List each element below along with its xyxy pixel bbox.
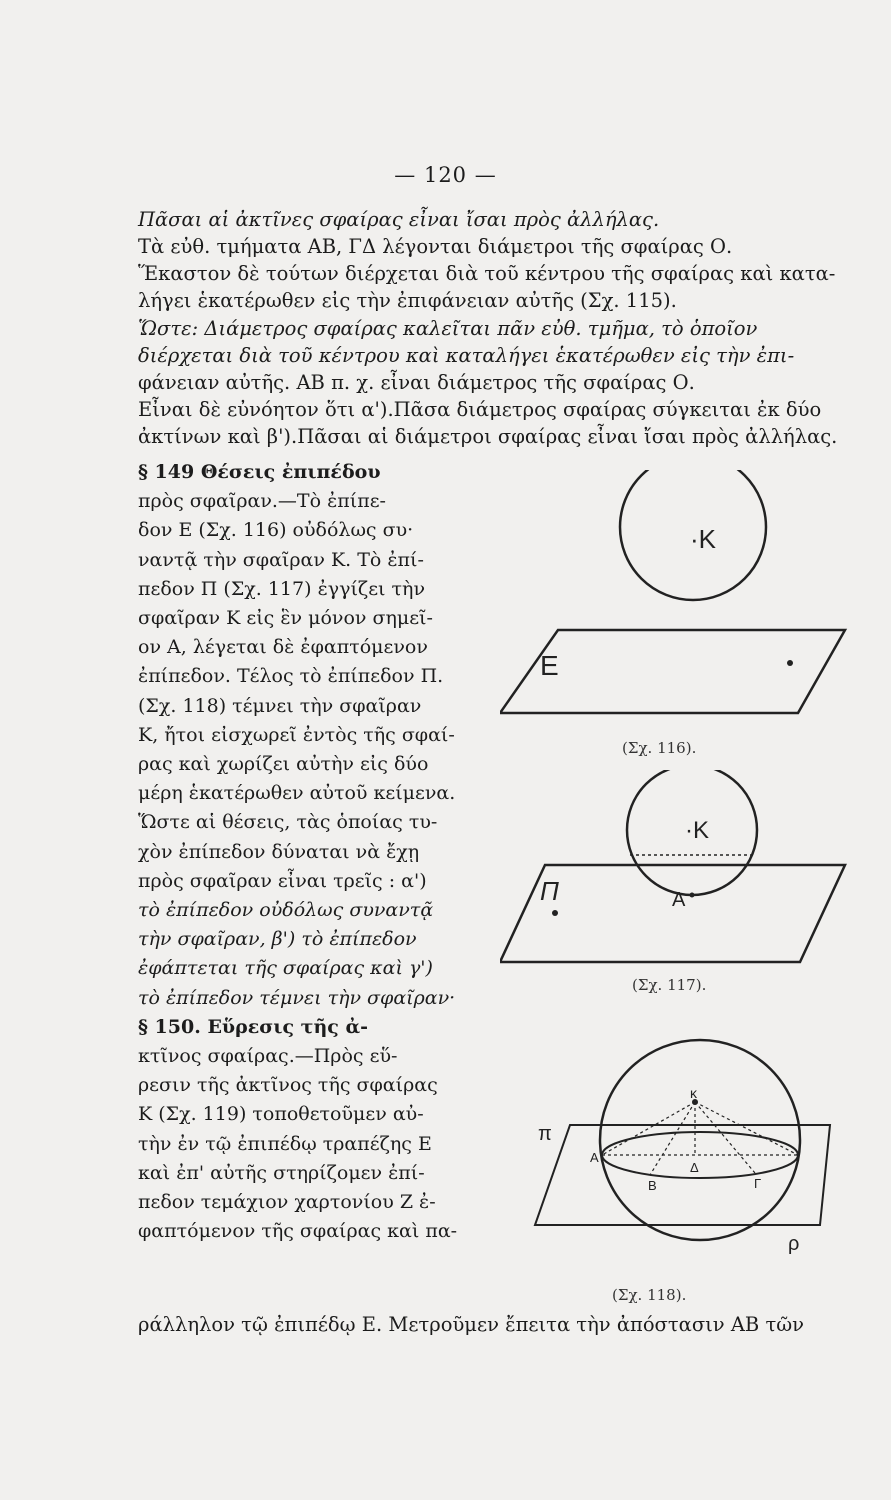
- column-line: καὶ ἐπ' αὐτῆς στηρίζομεν ἐπί-: [138, 1161, 425, 1184]
- intro-line: Ὥστε: Διάμετρος σφαίρας καλεῖται πᾶν εὐθ. τμῆμα, τὸ ὁποῖον: [138, 317, 758, 340]
- column-line: ἐπίπεδον. Τέλος τὸ ἐπίπεδον Π.: [138, 665, 444, 688]
- plane-point: [552, 910, 558, 916]
- column-line: τὸ ἐπίπεδον τέμνει τὴν σφαῖραν·: [138, 986, 456, 1009]
- column-line: πεδον Π (Σχ. 117) ἐγγίζει τὴν: [138, 577, 425, 600]
- intro-line: λήγει ἑκατέρωθεν εἰς τὴν ἐπιφάνειαν αὐτῆς (Σχ. 115).: [138, 289, 677, 312]
- column-line: χὸν ἐπίπεδον δύναται νὰ ἔχῃ: [138, 840, 420, 863]
- plane-label: Π: [540, 876, 559, 906]
- sphere-label: ·Κ: [685, 817, 709, 844]
- column-line: (Σχ. 118) τέμνει τὴν σφαῖραν: [138, 694, 422, 717]
- center-label: κ: [690, 1085, 697, 1101]
- intro-line: φάνειαν αὐτῆς. ΑΒ π. χ. εἶναι διάμετρος τῆς σφαίρας Ο.: [138, 371, 695, 394]
- column-line: δον Ε (Σχ. 116) οὐδόλως συ·: [138, 519, 414, 542]
- column-line: πρὸς σφαῖραν εἶναι τρεῖς : α'): [138, 869, 427, 892]
- column-line: τὴν σφαῖραν, β') τὸ ἐπίπεδον: [138, 928, 417, 951]
- section-heading-150: § 150. Εὕρεσις τῆς ἀ-: [138, 1015, 368, 1038]
- column-line: πρὸς σφαῖραν.—Τὸ ἐπίπε-: [138, 490, 386, 513]
- point-label: Α: [672, 889, 686, 911]
- column-line: ἐφάπτεται τῆς σφαίρας καὶ γ'): [138, 957, 433, 980]
- text-column: [138, 458, 493, 1246]
- point-label-a: Α: [590, 1150, 599, 1165]
- plane-label: Ε: [540, 650, 559, 681]
- figure-117: [500, 770, 860, 980]
- column-line: Ὥστε αἱ θέσεις, τὰς ὁποίας τυ-: [138, 811, 438, 834]
- plane-label-left: π: [538, 1123, 552, 1145]
- column-line: πεδον τεμάχιον χαρτονίου Ζ ἐ-: [138, 1191, 436, 1214]
- intro-line: Τὰ εὐθ. τμήματα ΑΒ, ΓΔ λέγονται διάμετροι τῆς σφαίρας Ο.: [138, 235, 733, 258]
- intro-line: Ἕκαστον δὲ τούτων διέρχεται διὰ τοῦ κέντρου τῆς σφαίρας καὶ κατα-: [138, 262, 836, 285]
- page-number: — 120 —: [394, 163, 497, 187]
- bottom-line: ράλληλον τῷ ἐπιπέδῳ Ε. Μετροῦμεν ἔπειτα τὴν ἀπόστασιν ΑΒ τῶν: [138, 1313, 804, 1336]
- plane: [535, 1125, 830, 1225]
- sphere-label: ·Κ: [690, 524, 716, 554]
- figure-116: [500, 470, 860, 730]
- section-heading-149: § 149 Θέσεις ἐπιπέδου: [138, 461, 381, 483]
- caption-118: (Σχ. 118).: [612, 1286, 687, 1304]
- figure-118: [530, 1010, 860, 1310]
- intro-line: Πᾶσαι αἱ ἀκτῖνες σφαίρας εἶναι ἴσαι πρὸς ἀλλήλας.: [138, 208, 660, 231]
- plane-label-right: ρ: [788, 1233, 800, 1255]
- caption-117: (Σχ. 117).: [632, 976, 707, 994]
- column-line: Κ (Σχ. 119) τοποθετοῦμεν αὐ-: [138, 1103, 424, 1126]
- caption-116: (Σχ. 116).: [622, 739, 697, 757]
- plane-point: [787, 660, 793, 666]
- column-line: ναντᾷ τὴν σφαῖραν Κ. Τὸ ἐπί-: [138, 548, 424, 571]
- intro-line: διέρχεται διὰ τοῦ κέντρου καὶ καταλήγει ἑκατέρωθεν εἰς τὴν ἐπι-: [138, 344, 795, 367]
- point-label-d: Δ: [690, 1160, 699, 1175]
- column-line: φαπτόμενον τῆς σφαίρας καὶ πα-: [138, 1220, 458, 1243]
- column-line: Κ, ἤτοι εἰσχωρεῖ ἐντὸς τῆς σφαί-: [138, 723, 455, 746]
- column-line: τὸ ἐπίπεδον οὐδόλως συναντᾷ: [138, 899, 434, 922]
- intro-line: ἀκτίνων καὶ β').Πᾶσαι αἱ διάμετροι σφαίρας εἶναι ἴσαι πρὸς ἀλλήλας.: [138, 425, 838, 448]
- column-line: τὴν ἐν τῷ ἐπιπέδῳ τραπέζης Ε: [138, 1132, 432, 1155]
- tangent-point: [690, 893, 695, 898]
- column-line: ον Α, λέγεται δὲ ἐφαπτόμενον: [138, 636, 428, 659]
- intro-line: Εἶναι δὲ εὐνόητον ὅτι α').Πᾶσα διάμετρος σφαίρας σύγκειται ἐκ δύο: [138, 398, 822, 421]
- column-line: μέρη ἑκατέρωθεν αὐτοῦ κείμενα.: [138, 782, 456, 805]
- column-line: κτῖνος σφαίρας.—Πρὸς εὕ-: [138, 1045, 398, 1068]
- point-label-g: Γ: [754, 1176, 762, 1191]
- point-label-b: Β: [648, 1178, 657, 1193]
- column-line: σφαῖραν Κ εἰς ἓν μόνον σημεῖ-: [138, 607, 433, 630]
- column-line: ρας καὶ χωρίζει αὐτὴν εἰς δύο: [138, 753, 429, 776]
- column-line: ρεσιν τῆς ἀκτῖνος τῆς σφαίρας: [138, 1074, 438, 1097]
